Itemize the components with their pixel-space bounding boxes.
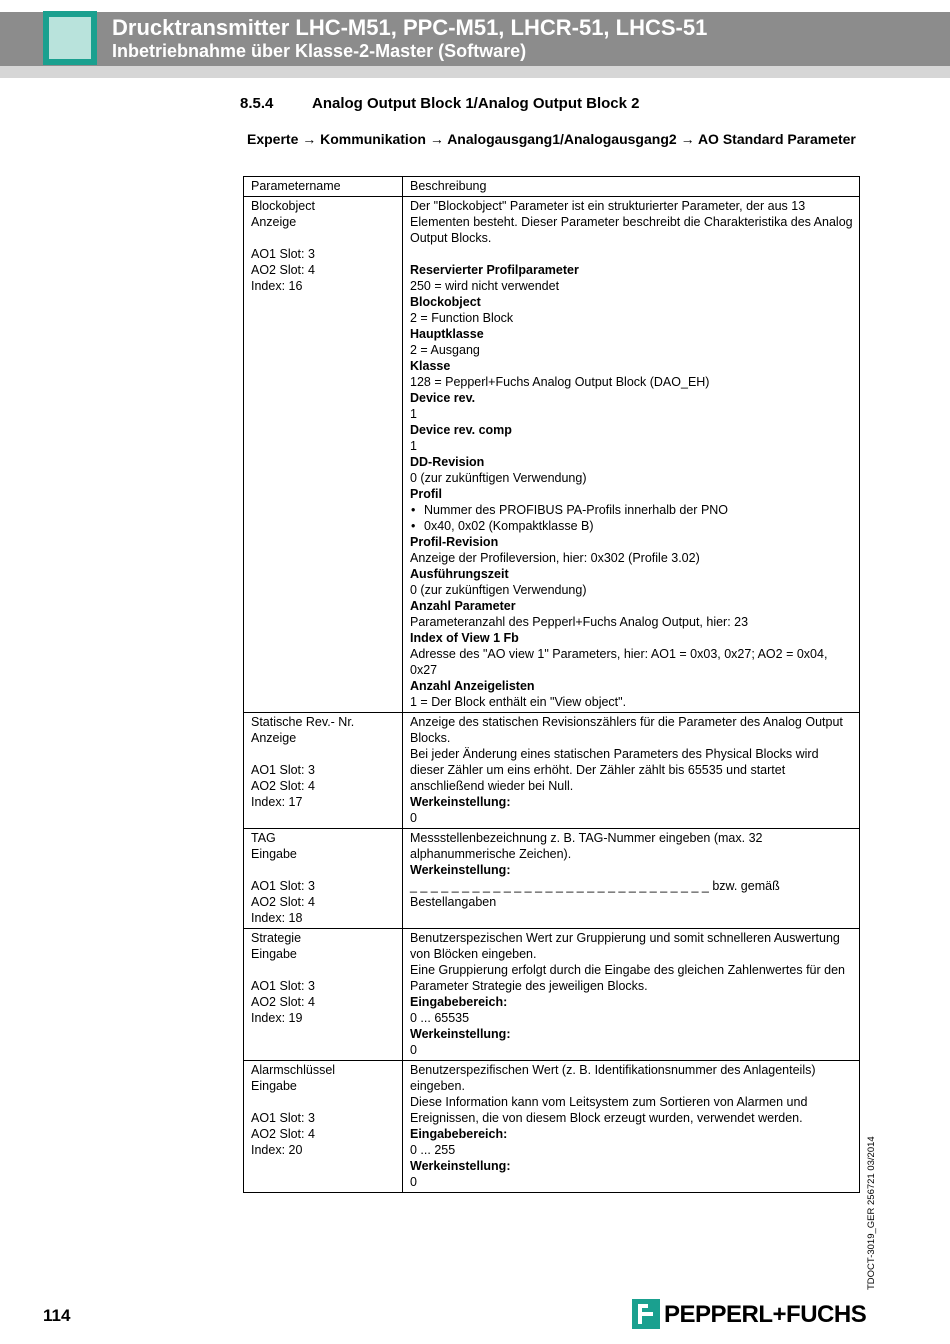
element-label: Hauptklasse — [410, 327, 484, 341]
arrow-icon: → — [302, 131, 317, 147]
element-value: 1 — [410, 407, 417, 421]
slot-ao1: AO1 Slot: 3 — [251, 879, 315, 893]
element-label: Anzahl Anzeigelisten — [410, 679, 535, 693]
description-text: Benutzerspezifischen Wert (z. B. Identifikationsnummer des Anlagenteils) eingeben. — [410, 1063, 816, 1093]
element-value: 2 = Ausgang — [410, 343, 480, 357]
default-value: 0 — [410, 1043, 417, 1057]
slot-ao2: AO2 Slot: 4 — [251, 1127, 315, 1141]
brand-mark-icon — [632, 1299, 660, 1329]
section-number: 8.5.4 — [240, 95, 274, 112]
parameter-name: TAG — [251, 831, 276, 845]
description-text: Bei jeder Änderung eines statischen Parameters des Physical Blocks wird dieser Zähler um eins erhöht. Der Zähler zählt bis 65535 und startet anschließend wieder bei Null. — [410, 747, 819, 793]
element-label: Klasse — [410, 359, 451, 373]
description-text: Eine Gruppierung erfolgt durch die Eingabe des gleichen Zahlenwertes für den Parameter Strategie des jeweiligen Blocks. — [410, 963, 845, 993]
path-item: Experte — [247, 131, 299, 147]
arrow-icon: → — [680, 131, 695, 147]
parameter-mode: Eingabe — [251, 1079, 297, 1093]
description-text: Diese Information kann vom Leitsystem zum Sortieren von Alarmen und Ereignissen, die von diesem Block erzeugt wurden, verwendet werden. — [410, 1095, 808, 1125]
slot-ao2: AO2 Slot: 4 — [251, 895, 315, 909]
element-label: Anzahl Parameter — [410, 599, 516, 613]
element-value: 1 — [410, 439, 417, 453]
header-band-lower — [0, 66, 950, 78]
slot-ao2: AO2 Slot: 4 — [251, 263, 315, 277]
brand-name: PEPPERL+FUCHS — [664, 1301, 867, 1328]
element-label: DD-Revision — [410, 455, 485, 469]
parameter-table — [243, 176, 860, 1193]
bullet-list — [410, 502, 853, 534]
element-value: Anzeige der Profileversion, hier: 0x302 (Profile 3.02) — [410, 551, 700, 565]
element-value: 1 = Der Block enthält ein "View object". — [410, 695, 627, 709]
parameter-name-cell — [244, 1061, 403, 1193]
slot-ao1: AO1 Slot: 3 — [251, 979, 315, 993]
column-header: Beschreibung — [403, 177, 860, 197]
parameter-name-cell — [244, 713, 403, 829]
table-row — [244, 829, 860, 929]
slot-ao1: AO1 Slot: 3 — [251, 763, 315, 777]
description-cell — [403, 829, 860, 929]
path-item: AO Standard Parameter — [697, 131, 856, 147]
element-label: Ausführungszeit — [410, 567, 509, 581]
element-value: 250 = wird nicht verwendet — [410, 279, 560, 293]
range-value: 0 ... 255 — [410, 1143, 456, 1157]
element-label: Index of View 1 Fb — [410, 631, 519, 645]
element-value: Adresse des "AO view 1" Parameters, hier: AO1 = 0x03, 0x27; AO2 = 0x04, 0x27 — [410, 647, 828, 677]
column-header: Parametername — [244, 177, 403, 197]
element-label: Reservierter Profilparameter — [410, 263, 579, 277]
arrow-icon: → — [429, 131, 444, 147]
range-label: Eingabebereich: — [410, 995, 508, 1009]
parameter-name-cell — [244, 929, 403, 1061]
element-label: Blockobject — [410, 295, 481, 309]
table-row — [244, 197, 860, 713]
element-label: Device rev. — [410, 391, 476, 405]
element-value: 0 (zur zukünftigen Verwendung) — [410, 471, 587, 485]
parameter-name: Statische Rev.- Nr. — [251, 715, 355, 729]
default-value: 0 — [410, 811, 417, 825]
default-value: _ _ _ _ _ _ _ _ _ _ _ _ _ _ _ _ _ _ _ _ _ _ _ _ _ _ _ _ _ bzw. gemäß Bestellangaben — [410, 879, 780, 909]
document-title: Drucktransmitter LHC-M51, PPC-M51, LHCR-51, LHCS-51 — [112, 15, 708, 40]
description-text: Messstellenbezeichnung z. B. TAG-Nummer eingeben (max. 32 alphanummerische Zeichen). — [410, 831, 763, 861]
description-text: Der "Blockobject" Parameter ist ein strukturierter Parameter, der aus 13 Elementen besteht. Dieser Parameter beschreibt die Charakteristika des Analog Output Blocks. — [410, 199, 853, 245]
parameter-name: Strategie — [251, 931, 302, 945]
description-cell — [403, 1061, 860, 1193]
table-row — [244, 1061, 860, 1193]
default-label: Werkeinstellung: — [410, 795, 511, 809]
parameter-index: Index: 18 — [251, 911, 303, 925]
path-item: Kommunikation — [320, 131, 426, 147]
document-id: TDOCT-3019_GER 256721 03/2014 — [866, 1136, 877, 1290]
slot-ao2: AO2 Slot: 4 — [251, 779, 315, 793]
description-text: Anzeige des statischen Revisionszählers für die Parameter des Analog Output Blocks. — [410, 715, 843, 745]
chapter-logo-icon — [43, 11, 97, 65]
menu-path — [247, 130, 859, 148]
slot-ao1: AO1 Slot: 3 — [251, 247, 315, 261]
default-label: Werkeinstellung: — [410, 863, 511, 877]
document-subtitle: Inbetriebnahme über Klasse-2-Master (Software) — [112, 41, 527, 61]
element-value: 128 = Pepperl+Fuchs Analog Output Block (DAO_EH) — [410, 375, 710, 389]
slot-ao2: AO2 Slot: 4 — [251, 995, 315, 1009]
bullet-item: • Nummer des PROFIBUS PA-Profils innerhalb der PNO — [424, 502, 853, 518]
table-row — [244, 929, 860, 1061]
parameter-mode: Eingabe — [251, 947, 297, 961]
table-header-row — [244, 177, 860, 197]
parameter-name: Alarmschlüssel — [251, 1063, 336, 1077]
default-label: Werkeinstellung: — [410, 1159, 511, 1173]
element-label: Device rev. comp — [410, 423, 512, 437]
parameter-name-cell — [244, 197, 403, 713]
parameter-mode: Eingabe — [251, 847, 297, 861]
section-heading — [240, 95, 640, 112]
parameter-mode: Anzeige — [251, 215, 297, 229]
range-label: Eingabebereich: — [410, 1127, 508, 1141]
element-value: Parameteranzahl des Pepperl+Fuchs Analog Output, hier: 23 — [410, 615, 749, 629]
bullet-item: • 0x40, 0x02 (Kompaktklasse B) — [424, 518, 853, 534]
element-label: Profil-Revision — [410, 535, 499, 549]
page-number: 114 — [43, 1306, 71, 1325]
default-value: 0 — [410, 1175, 417, 1189]
parameter-index: Index: 17 — [251, 795, 303, 809]
default-label: Werkeinstellung: — [410, 1027, 511, 1041]
section-title: Analog Output Block 1/Analog Output Block 2 — [312, 95, 640, 112]
description-cell — [403, 197, 860, 713]
parameter-name-cell — [244, 829, 403, 929]
parameter-mode: Anzeige — [251, 731, 297, 745]
parameter-index: Index: 19 — [251, 1011, 303, 1025]
parameter-index: Index: 16 — [251, 279, 303, 293]
description-text: Benutzerspezischen Wert zur Gruppierung und somit schnelleren Auswertung von Blöcken eingeben. — [410, 931, 840, 961]
description-cell — [403, 713, 860, 829]
element-value: 2 = Function Block — [410, 311, 514, 325]
slot-ao1: AO1 Slot: 3 — [251, 1111, 315, 1125]
parameter-name: Blockobject — [251, 199, 315, 213]
range-value: 0 ... 65535 — [410, 1011, 470, 1025]
description-cell — [403, 929, 860, 1061]
parameter-index: Index: 20 — [251, 1143, 303, 1157]
path-item: Analogausgang1/Analogausgang2 — [447, 131, 677, 147]
element-value: 0 (zur zukünftigen Verwendung) — [410, 583, 587, 597]
element-label: Profil — [410, 487, 442, 501]
table-row — [244, 713, 860, 829]
